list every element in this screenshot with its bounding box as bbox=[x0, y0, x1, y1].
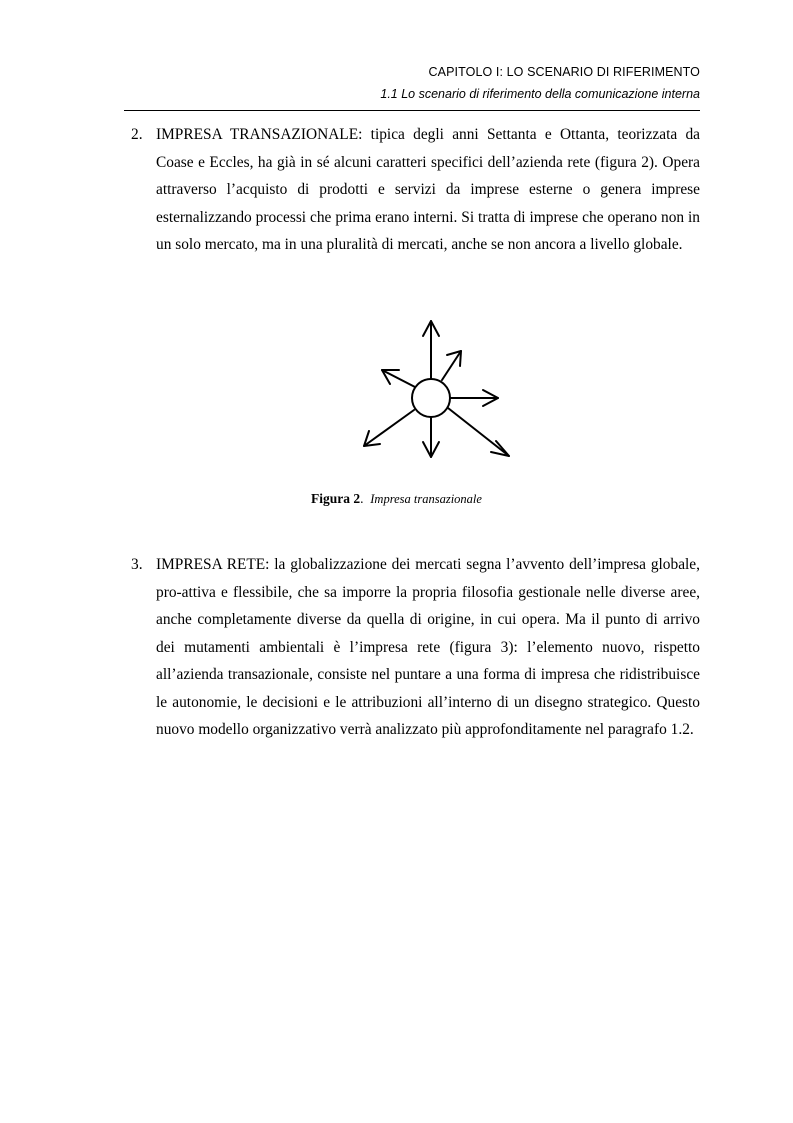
arrow-down-icon bbox=[423, 417, 439, 457]
running-header bbox=[124, 62, 700, 103]
arrow-up-icon bbox=[423, 321, 439, 379]
figure-separator: . bbox=[360, 491, 364, 506]
list-item-term: IMPRESA TRANSAZIONALE bbox=[156, 126, 359, 143]
header-rule bbox=[124, 110, 700, 111]
arrow-up-left-icon bbox=[382, 370, 415, 387]
chapter-title: CAPITOLO I: LO SCENARIO DI RIFERIMENTO bbox=[428, 65, 700, 79]
list-item-term: IMPRESA RETE bbox=[156, 556, 266, 573]
figure-caption bbox=[0, 491, 793, 507]
figure-label: Figura 2 bbox=[311, 491, 361, 506]
arrow-down-right-icon bbox=[448, 408, 509, 456]
list-item-text bbox=[156, 121, 700, 259]
diagram-center-circle bbox=[412, 379, 450, 417]
list-item-text bbox=[156, 551, 700, 744]
list-item-body: : la globalizzazione dei mercati segna l’avvento dell’impresa globale, pro-attiva e flessibile, che sa imporre la propria filosofia gestionale nelle diverse aree, anche completamente diverse da quella di origine, in cui opera. Ma il punto di arrivo dei mutamenti ambientali è l’impresa rete (figura 3): l’elemento nuovo, rispetto all’azienda transazionale, consiste nel puntare a una forma di impresa che ridistribuisce le autonomie, le decisioni e le attribuzioni all’interno di un disegno strategico. Questo nuovo modello organizzativo verrà analizzato più approfonditamente nel paragrafo 1.2. bbox=[156, 556, 700, 738]
list-item-body: : tipica degli anni Settanta e Ottanta, teorizzata da Coase e Eccles, ha già in sé alcuni caratteri specifici dell’azienda rete (figura 2). Opera attraverso l’acquisto di prodotti e servizi da imprese esterne o genera imprese esternalizzando processi che prima erano interni. Si tratta di imprese che operano non in un solo mercato, ma in una pluralità di mercati, anche se non ancora a livello globale. bbox=[156, 126, 700, 253]
list-item-impresa-rete bbox=[131, 551, 700, 744]
list-item-number: 3. bbox=[131, 556, 143, 573]
section-title: 1.1 Lo scenario di riferimento della comunicazione interna bbox=[380, 87, 700, 101]
list-item-impresa-transazionale bbox=[131, 121, 700, 259]
list-item-number: 2. bbox=[131, 126, 143, 143]
figure-caption-text: Impresa transazionale bbox=[370, 492, 482, 506]
arrow-down-left-icon bbox=[364, 410, 414, 446]
arrow-up-right-icon bbox=[442, 351, 461, 380]
figure-impresa-transazionale bbox=[350, 312, 520, 467]
diagram-center-with-arrows bbox=[350, 312, 520, 467]
arrow-right-icon bbox=[450, 390, 498, 406]
